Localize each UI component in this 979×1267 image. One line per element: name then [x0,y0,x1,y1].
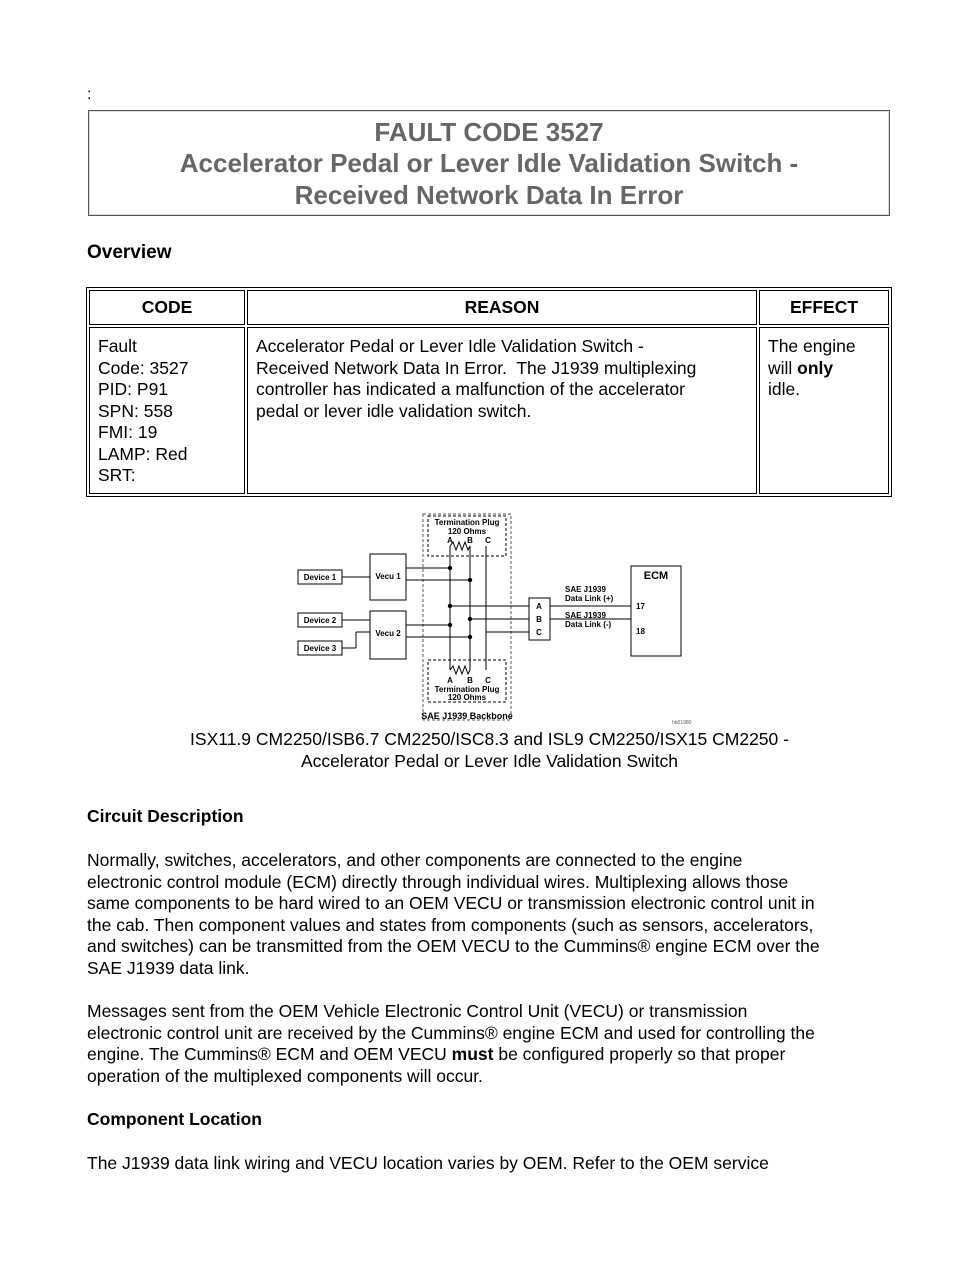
code-line: PID: P91 [98,379,169,399]
fault-title-line3: Received Network Data In Error [294,180,684,210]
link-pos-label-1: SAE J1939 [565,585,606,594]
paragraph-line: and switches) can be transmitted from the OEM VECU to the Cummins® engine ECM over the [87,936,820,956]
overview-heading: Overview [87,242,172,263]
reason-line: Accelerator Pedal or Lever Idle Validation Switch - [256,336,644,356]
pin-b-bottom: B [467,676,473,685]
device-3-label: Device 3 [303,644,337,653]
message-text: engine. The Cummins® ECM and OEM VECU [87,1044,452,1064]
effect-cell [759,327,889,494]
j1939-wiring-diagram [290,510,710,730]
device-1-label: Device 1 [303,573,337,582]
component-location-paragraph: The J1939 data link wiring and VECU location varies by OEM. Refer to the OEM service [87,1153,769,1173]
effect-line: idle. [768,379,801,399]
paragraph-line: Normally, switches, accelerators, and other components are connected to the engine [87,850,743,870]
ohms-bottom-label: 120 Ohms [447,693,487,702]
link-pos-label-2: Data Link (+) [565,594,614,603]
effect-will: will [768,357,798,378]
ohms-top-label: 120 Ohms [447,527,487,536]
code-line: Code: 3527 [98,357,189,378]
caption-line2: Accelerator Pedal or Lever Idle Validation Switch [300,750,679,771]
paragraph-line: the cab. Then component values and states from components (such as sensors, accelerators, [87,914,814,935]
caption-line1: ISX11.9 CM2250/ISB6.7 CM2250/ISC8.3 and ISL9 CM2250/ISX15 CM2250 - [190,729,789,749]
link-neg-label-2: Data Link (-) [565,620,612,629]
code-line: Fault [98,336,137,356]
circuit-description-heading: Circuit Description [87,806,244,826]
code-cell [89,327,245,494]
message-text: be configured properly so that proper [493,1044,786,1064]
header-code: CODE [89,290,245,325]
ecm-pin-18: 18 [636,627,645,636]
reason-line: pedal or lever idle validation switch. [256,400,532,421]
pin-a-top: A [447,536,453,545]
overview-table [86,287,892,497]
paragraph-line [87,1044,897,1066]
paragraph-line: operation of the multiplexed components will occur. [87,1065,483,1086]
connector-pin-c: C [536,628,542,637]
header-reason: REASON [247,290,757,325]
code-line: FMI: 19 [98,422,158,442]
code-line: LAMP: Red [98,443,188,464]
messages-paragraph [87,1001,897,1087]
table-row [89,327,889,494]
ecm-pin-17: 17 [636,602,645,611]
figure-caption [87,729,892,772]
component-location-heading: Component Location [87,1109,262,1129]
paragraph-line: electronic control module (ECM) directly through individual wires. Multiplexing allows those [87,871,789,892]
code-line: SPN: 558 [98,400,173,421]
backbone-label: SAE J1939 Backbone [421,711,513,721]
figure-id: hb01980 [672,720,692,726]
vecu-2-label: Vecu 2 [375,629,401,638]
reason-line: controller has indicated a malfunction of the accelerator [256,379,685,399]
reason-line: Received Network Data In Error. The J1939 multiplexing [256,357,697,378]
connector-pin-a: A [536,602,542,611]
termination-plug-top-label: Termination Plug [434,518,500,527]
fault-title-line2: Accelerator Pedal or Lever Idle Validation Switch - [179,148,799,178]
effect-line [768,358,880,380]
circuit-description-paragraph [87,850,897,979]
pin-a-bottom: A [447,676,453,685]
paragraph-line: same components to be hard wired to an OEM VECU or transmission electronic control unit in [87,893,815,913]
pin-c-bottom: C [485,676,491,685]
ecm-label: ECM [643,570,669,582]
pin-b-top: B [467,536,473,545]
must-emphasis: must [451,1044,494,1064]
paragraph-line: SAE J1939 data link. [87,957,250,978]
header-effect: EFFECT [759,290,889,325]
link-neg-label-1: SAE J1939 [565,611,606,620]
connector-pin-b: B [536,615,542,624]
device-2-label: Device 2 [303,616,337,625]
code-line: SRT: [98,465,136,485]
pin-c-top: C [485,536,491,545]
paragraph-line: Messages sent from the OEM Vehicle Electronic Control Unit (VECU) or transmission [87,1001,748,1021]
paragraph-line: electronic control unit are received by the Cummins® engine ECM and used for controlling the [87,1022,815,1043]
vecu-1-label: Vecu 1 [375,572,401,581]
table-header-row [89,290,889,325]
reason-cell [247,327,757,494]
termination-plug-bottom-label: Termination Plug [434,685,500,694]
effect-line: The engine [768,336,856,356]
effect-only: only [797,357,834,378]
fault-title-box [88,110,890,216]
leading-colon: : [87,86,92,103]
fault-code-title: FAULT CODE 3527 [374,117,604,147]
